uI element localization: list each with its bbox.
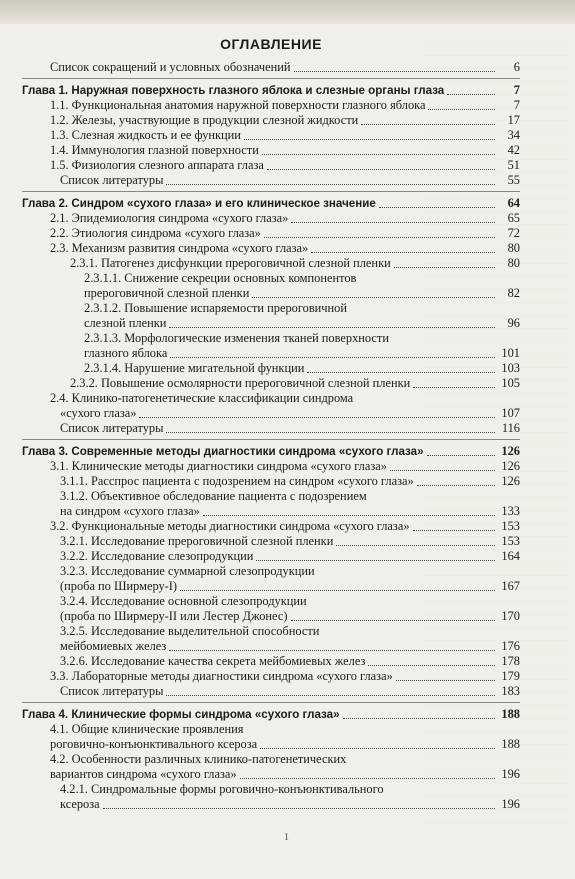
page-folio: 1: [284, 832, 289, 843]
toc-entry[interactable]: «сухого глаза» 107: [60, 406, 520, 420]
toc-entry[interactable]: 3.2.6. Исследование качества секрета мейбомиевых желез 178: [60, 654, 520, 668]
toc-entry[interactable]: вариантов синдрома «сухого глаза» 196: [50, 767, 520, 781]
toc-entry-line1: 2.3.1.3. Морфологические изменения тканей поверхности: [84, 331, 389, 345]
toc-chapter-3[interactable]: Глава 3. Современные методы диагностики синдрома «сухого глаза» 126: [22, 444, 520, 458]
toc-entry-line1: 4.1. Общие клинические проявления: [50, 722, 244, 736]
chapter-divider: [22, 439, 520, 440]
chapter-divider: [22, 702, 520, 703]
page-title: ОГЛАВЛЕНИЕ: [220, 36, 322, 52]
toc-page: [22, 36, 520, 812]
toc-entry[interactable]: 3.2.2. Исследование слезопродукции 164: [60, 549, 520, 563]
toc-entry[interactable]: 2.3.1. Патогенез дисфункции прероговичной слезной пленки 80: [70, 256, 520, 270]
toc-entry[interactable]: на синдром «сухого глаза» 133: [60, 504, 520, 518]
toc-entry[interactable]: глазного яблока 101: [84, 346, 520, 360]
toc-entry[interactable]: 2.2. Этиология синдрома «сухого глаза» 72: [50, 226, 520, 240]
toc-entry[interactable]: 1.5. Физиология слезного аппарата глаза 51: [50, 158, 520, 172]
toc-entry[interactable]: Список литературы 55: [60, 173, 520, 187]
toc-entry[interactable]: 1.1. Функциональная анатомия наружной поверхности глазного яблока 7: [50, 98, 520, 112]
toc-entry-line1: 2.3.1.1. Снижение секреции основных компонентов: [84, 271, 357, 285]
toc-entry-line1: 2.4. Клинико-патогенетические классификации синдрома: [50, 391, 354, 405]
toc-chapter-4[interactable]: Глава 4. Клинические формы синдрома «сухого глаза» 188: [22, 707, 520, 721]
toc-entry[interactable]: 3.2. Функциональные методы диагностики синдрома «сухого глаза» 153: [50, 519, 520, 533]
toc-chapter-1[interactable]: Глава 1. Наружная поверхность глазного яблока и слезные органы глаза 7: [22, 83, 520, 97]
toc-entry[interactable]: роговично-конъюнктивального ксероза 188: [50, 737, 520, 751]
toc-entry[interactable]: Список литературы 116: [60, 421, 520, 435]
toc-entry[interactable]: прероговичной слезной пленки 82: [84, 286, 520, 300]
toc-entry-line1: 4.2.1. Синдромальные формы роговично-конъюнктивального: [60, 782, 384, 796]
chapter-divider: [22, 78, 520, 79]
toc-entry[interactable]: 1.4. Иммунология глазной поверхности 42: [50, 143, 520, 157]
toc-entry[interactable]: 2.1. Эпидемиология синдрома «сухого глаза» 65: [50, 211, 520, 225]
toc-entry[interactable]: слезной пленки 96: [84, 316, 520, 330]
toc-entry[interactable]: 3.1.1. Расспрос пациента с подозрением на синдром «сухого глаза» 126: [60, 474, 520, 488]
toc-entry[interactable]: 2.3.1.4. Нарушение мигательной функции 103: [84, 361, 520, 375]
toc-chapter-2[interactable]: Глава 2. Синдром «сухого глаза» и его клиническое значение 64: [22, 196, 520, 210]
toc-entry[interactable]: 2.3.2. Повышение осмолярности прероговичной слезной пленки 105: [70, 376, 520, 390]
toc-entry-line1: 3.1.2. Объективное обследование пациента с подозрением: [60, 489, 367, 503]
toc-list: [22, 60, 520, 812]
page-top-edge: [0, 0, 575, 24]
toc-entry[interactable]: 3.2.1. Исследование прероговичной слезной пленки 153: [60, 534, 520, 548]
toc-entry[interactable]: 3.3. Лабораторные методы диагностики синдрома «сухого глаза» 179: [50, 669, 520, 683]
toc-entry[interactable]: Список сокращений и условных обозначений 6: [50, 60, 520, 74]
toc-entry[interactable]: (проба по Ширмеру-I) 167: [60, 579, 520, 593]
toc-entry[interactable]: Список литературы 183: [60, 684, 520, 698]
toc-entry[interactable]: 2.3. Механизм развития синдрома «сухого глаза» 80: [50, 241, 520, 255]
toc-entry-line1: 3.2.3. Исследование суммарной слезопродукции: [60, 564, 315, 578]
toc-entry[interactable]: ксероза 196: [60, 797, 520, 811]
toc-entry[interactable]: 3.1. Клинические методы диагностики синдрома «сухого глаза» 126: [50, 459, 520, 473]
toc-entry-line1: 2.3.1.2. Повышение испаряемости прероговичной: [84, 301, 347, 315]
chapter-divider: [22, 191, 520, 192]
toc-entry-line1: 3.2.5. Исследование выделительной способности: [60, 624, 320, 638]
toc-entry[interactable]: 1.3. Слезная жидкость и ее функции 34: [50, 128, 520, 142]
toc-entry[interactable]: мейбомиевых желез 176: [60, 639, 520, 653]
toc-entry[interactable]: 1.2. Железы, участвующие в продукции слезной жидкости 17: [50, 113, 520, 127]
toc-entry-line1: 4.2. Особенности различных клинико-патогенетических: [50, 752, 347, 766]
toc-entry-line1: 3.2.4. Исследование основной слезопродукции: [60, 594, 307, 608]
toc-entry[interactable]: (проба по Ширмеру-II или Лестер Джонес) 170: [60, 609, 520, 623]
